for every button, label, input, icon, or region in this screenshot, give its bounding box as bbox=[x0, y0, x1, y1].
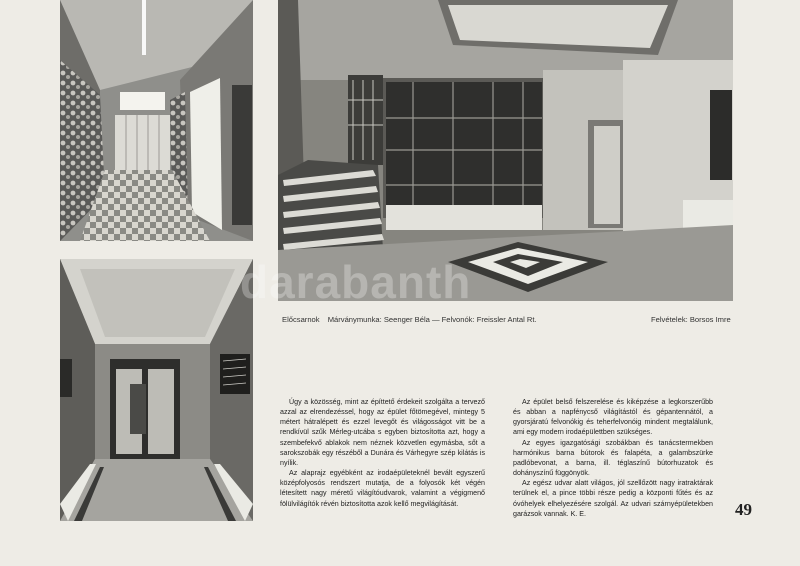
page-number: 49 bbox=[735, 500, 752, 519]
paragraph: Úgy a közösség, mint az építtető érdekeit szolgálta a tervező azzal az elrendezéssel, hogy az épület főtömegével, mintegy 5 métert hátralépett és ezzel levegőt és világosságot vitt be a rendkívül szűk Mérleg-utcába s egyben biztosította azt, hogy a szembefekvő ablakok nem néznek közvetlen egymásba, sőt a sarokszobák egy részéből a Dunára és Várhegyre szép kilátás is nyílik. bbox=[280, 398, 485, 467]
paragraph: Az egész udvar alatt világos, jól szellőzött nagy iratraktárak terülnek el, a pince többi része pedig a központi fűtés és az óvóhelyek elhelyezésére szolgál. Az udvari szárnyépületekben garázsok vannak. K. E. bbox=[513, 479, 713, 518]
watermark: darabanth bbox=[240, 256, 472, 308]
photo-credit: Felvételek: Borsos Imre bbox=[651, 315, 731, 324]
caption-credits: Márványmunka: Seenger Béla — Felvonók: Freissler Antal Rt. bbox=[327, 315, 537, 324]
text-column-right bbox=[513, 397, 713, 519]
photo-lobby-corridor bbox=[60, 259, 253, 521]
photo-corridor-lockers bbox=[60, 0, 253, 241]
paragraph: Az épület belső felszerelése és kiképzése a legkorszerűbb és abban a napfénycső világítástól és gépantennától, a gyorsjáratú felvonókig és teherfelvonóig mindent megtalálunk, ami egy modern irodaépülettben szükséges. bbox=[513, 398, 713, 437]
text-column-left bbox=[280, 397, 485, 509]
caption-title: Előcsarnok bbox=[282, 315, 320, 324]
photo-caption bbox=[282, 315, 537, 324]
paragraph: Az alaprajz egyébként az irodaépületeknél bevált egyszerű középfolyosós rendszert mutatja, de a folyosók két végén létesített nagy méretű világítóudvarok, valamint a végigmenő fölülvilágítók révén biztosította azok kellő megvilágítását. bbox=[280, 469, 485, 508]
photo-entrance-hall bbox=[278, 0, 733, 301]
paragraph: Az egyes igazgatósági szobákban és tanácstermekben harmónikus barna bútorok és falapéta, a galambszürke padlóbevonat, a barna, ill. téglaszínű bútorhuzatok és dohányszínű függönyök. bbox=[513, 438, 713, 478]
